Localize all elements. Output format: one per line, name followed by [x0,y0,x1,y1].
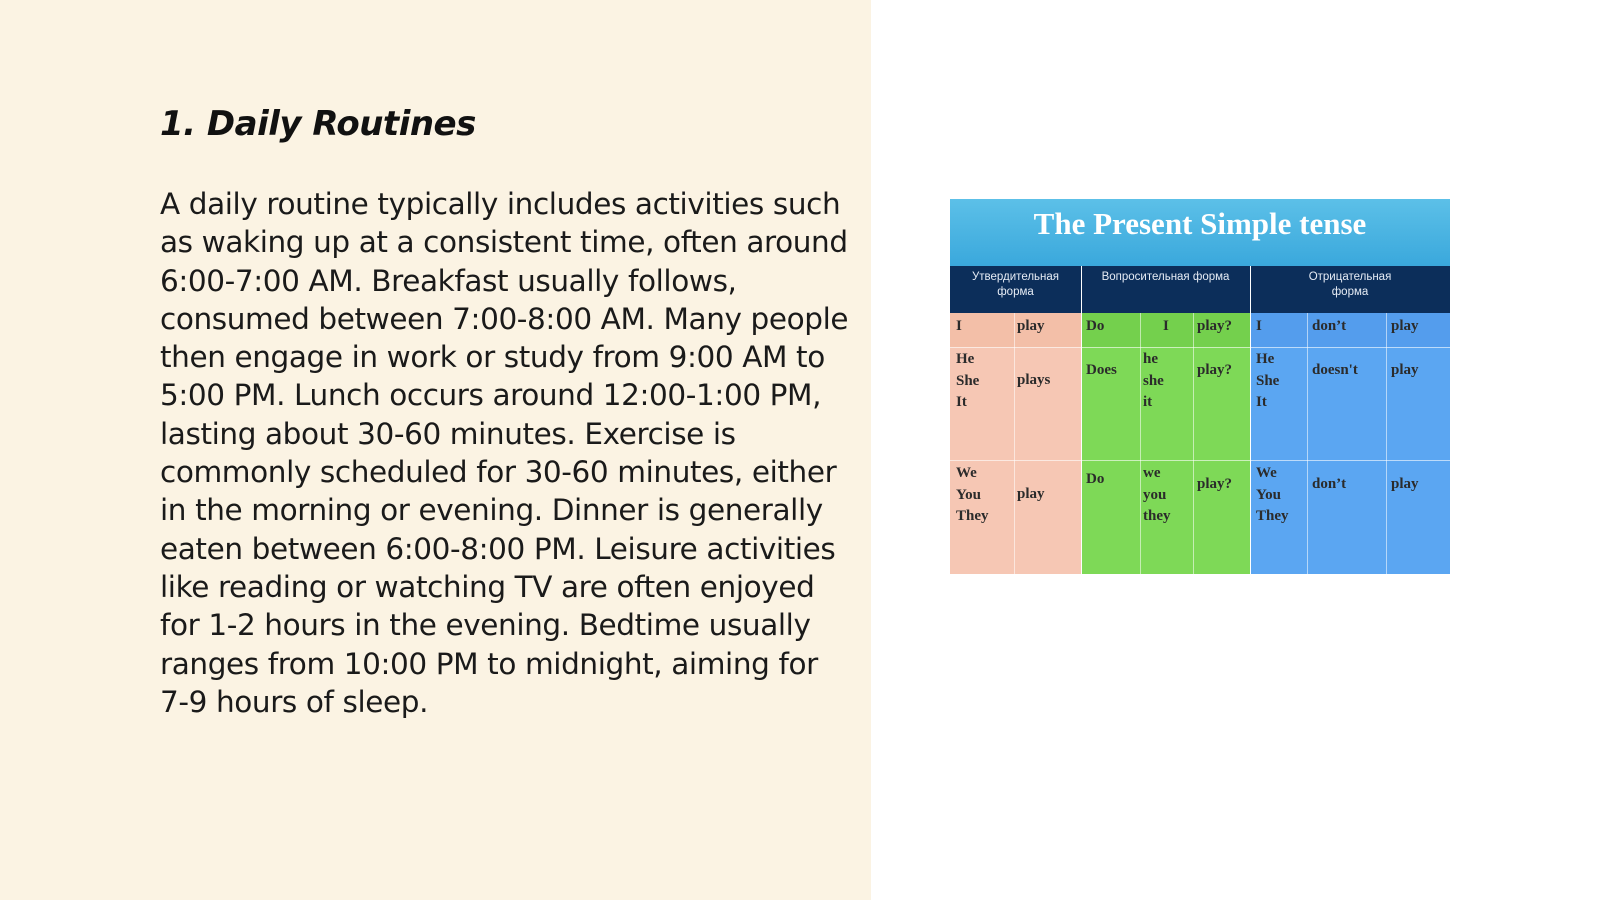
grid-line [1014,313,1015,574]
header-question: Вопросительная форма [1081,266,1250,313]
grid-line [1386,313,1387,574]
grid-line [1193,313,1194,574]
cell-q-verb: play? [1197,362,1233,378]
cell-q-aux: Do [1086,471,1105,487]
slide-title: 1. Daily Routines [160,104,476,144]
question-column [1081,313,1250,574]
grid-line [950,347,1450,348]
cell-aff-subject: I [956,318,962,334]
table-banner-title: The Present Simple tense [950,199,1450,266]
cell-aff-subject: We You They [956,465,989,524]
cell-n-aux: doesn't [1312,362,1358,378]
cell-aff-verb: plays [1017,372,1051,388]
cell-q-verb: play? [1197,476,1233,492]
cell-n-verb: play [1391,476,1419,492]
present-simple-table-image [950,199,1450,574]
cell-q-aux: Do [1086,318,1105,334]
slide-body-text: A daily routine typically includes activities such as waking up at a consistent time, often around 6:00-7:00 AM. Breakfast usually follows, consumed between 7:00-8:00 AM. Many people then engage in work or study from 9:00 AM to 5:00 PM. Lunch occurs around 12:00-1:00 PM, lasting about 30-60 minutes. Exercise is commonly scheduled for 30-60 minutes, either in the morning or evening. Dinner is generally eaten between 6:00-8:00 PM. Leisure activities like reading or watching TV are often enjoyed for 1-2 hours in the evening. Bedtime usually ranges from 10:00 PM to midnight, aiming for 7-9 hours of sleep. [160,187,849,719]
grid-line [1081,313,1082,574]
grid-line [1140,313,1141,574]
cell-n-aux: don’t [1312,476,1347,492]
header-divider [1250,266,1251,313]
cell-n-subject: He She It [1256,351,1280,410]
cell-q-aux: Does [1086,362,1117,378]
cell-aff-verb: play [1017,486,1045,502]
header-affirmative: Утвердительная форма [950,266,1081,313]
cell-q-subject: we you they [1143,465,1171,524]
cell-q-subject: I [1163,318,1169,334]
cell-n-aux: don’t [1312,318,1347,334]
grid-line [1250,313,1251,574]
cell-q-subject: he she it [1143,351,1164,410]
cell-n-subject: I [1256,318,1262,334]
negative-column [1250,313,1450,574]
row-band [950,313,1081,347]
cell-n-verb: play [1391,362,1419,378]
cell-aff-verb: play [1017,318,1045,334]
cell-q-verb: play? [1197,318,1233,334]
cell-n-verb: play [1391,318,1419,334]
grid-line [1307,313,1308,574]
row-band [1250,313,1450,347]
cell-aff-subject: He She It [956,351,980,410]
grid-line [950,460,1450,461]
cell-n-subject: We You They [1256,465,1289,524]
header-negative: Отрицательная форма [1250,266,1450,313]
header-divider [1081,266,1082,313]
